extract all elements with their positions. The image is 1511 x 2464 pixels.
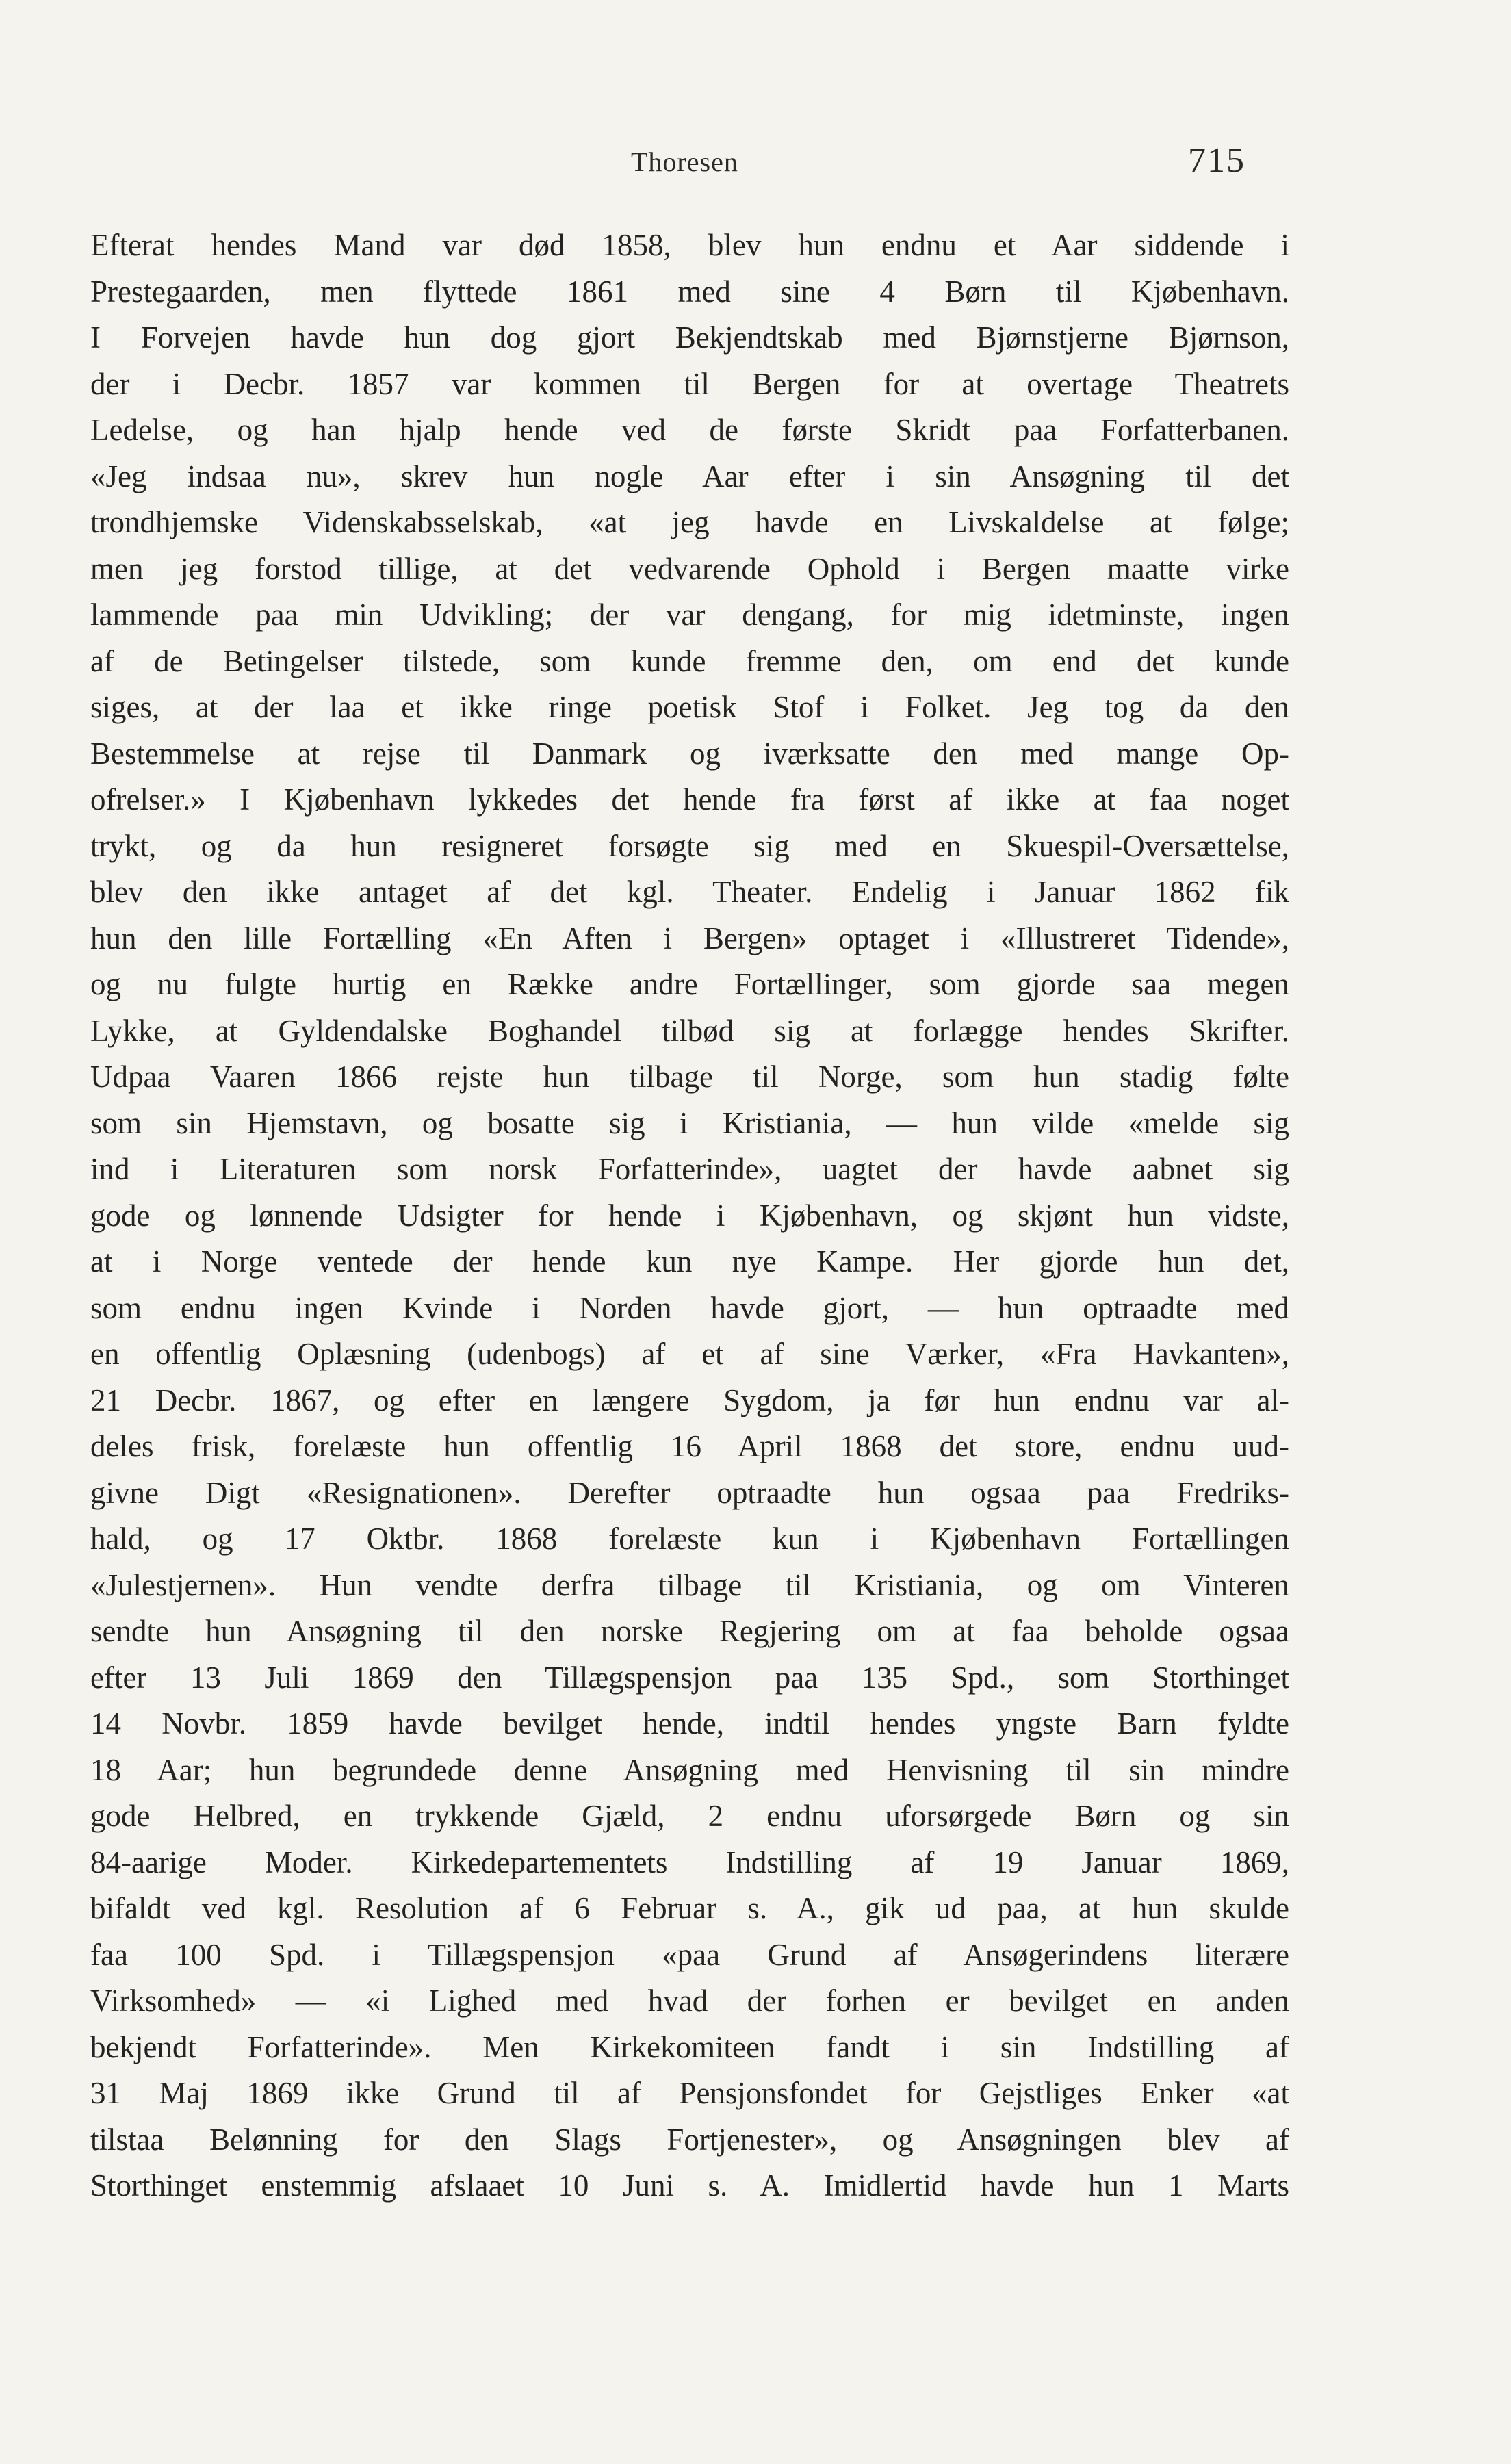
text-line: I Forvejen havde hun dog gjort Bekjendtskab med Bjørnstjerne Bjørnson, bbox=[90, 320, 1289, 355]
page-number: 715 bbox=[1188, 141, 1245, 180]
text-line: Efterat hendes Mand var død 1858, blev hun endnu et Aar siddende i bbox=[90, 228, 1289, 262]
text-line: Bestemmelse at rejse til Danmark og iværksatte den med mange Op- bbox=[90, 736, 1289, 771]
text-line: «Julestjernen». Hun vendte derfra tilbage til Kristiania, og om Vinteren bbox=[90, 1567, 1289, 1602]
text-line: der i Decbr. 1857 var kommen til Bergen for at overtage Theatrets bbox=[90, 366, 1289, 401]
text-line: som sin Hjemstavn, og bosatte sig i Kristiania, — hun vilde «melde sig bbox=[90, 1105, 1289, 1140]
text-line: som endnu ingen Kvinde i Norden havde gjort, — hun optraadte med bbox=[90, 1290, 1289, 1325]
text-line: men jeg forstod tillige, at det vedvarende Ophold i Bergen maatte virke bbox=[90, 551, 1289, 586]
text-line: hald, og 17 Oktbr. 1868 forelæste kun i Kjøbenhavn Fortællingen bbox=[90, 1522, 1289, 1556]
text-line: 18 Aar; hun begrundede denne Ansøgning med Henvisning til sin mindre bbox=[90, 1752, 1289, 1787]
text-line: faa 100 Spd. i Tillægspensjon «paa Grund af Ansøgerindens literære bbox=[90, 1937, 1289, 1972]
text-line: trondhjemske Videnskabsselskab, «at jeg havde en Livskaldelse at følge; bbox=[90, 505, 1289, 539]
text-line: Storthinget enstemmig afslaaet 10 Juni s. A. Imidlertid havde hun 1 Marts bbox=[90, 2168, 1289, 2203]
running-title: Thoresen bbox=[631, 146, 738, 177]
text-line: ind i Literaturen som norsk Forfatterinde», uagtet der havde aabnet sig bbox=[90, 1152, 1289, 1186]
text-line: gode Helbred, en trykkende Gjæld, 2 endnu uforsørgede Børn og sin bbox=[90, 1799, 1289, 1833]
text-line: lammende paa min Udvikling; der var dengang, for mig idetminste, ingen bbox=[90, 598, 1289, 632]
text-line: af de Betingelser tilstede, som kunde fremme den, om end det kunde bbox=[90, 643, 1289, 678]
text-line: Lykke, at Gyldendalske Boghandel tilbød sig at forlægge hendes Skrifter. bbox=[90, 1013, 1289, 1048]
text-line: givne Digt «Resignationen». Derefter optraadte hun ogsaa paa Fredriks- bbox=[90, 1475, 1289, 1510]
text-line: 84-aarige Moder. Kirkedepartementets Indstilling af 19 Januar 1869, bbox=[90, 1845, 1289, 1879]
text-line: en offentlig Oplæsning (udenbogs) af et af sine Værker, «Fra Havkanten», bbox=[90, 1337, 1289, 1371]
text-line: 21 Decbr. 1867, og efter en længere Sygdom, ja før hun endnu var al- bbox=[90, 1383, 1289, 1417]
text-line: at i Norge ventede der hende kun nye Kampe. Her gjorde hun det, bbox=[90, 1244, 1289, 1279]
text-line: trykt, og da hun resigneret forsøgte sig med en Skuespil-Oversættelse, bbox=[90, 828, 1289, 863]
text-line: bifaldt ved kgl. Resolution af 6 Februar s. A., gik ud paa, at hun skulde bbox=[90, 1891, 1289, 1925]
text-line: Udpaa Vaaren 1866 rejste hun tilbage til Norge, som hun stadig følte bbox=[90, 1060, 1289, 1094]
text-line: gode og lønnende Udsigter for hende i Kjøbenhavn, og skjønt hun vidste, bbox=[90, 1198, 1289, 1233]
text-line: «Jeg indsaa nu», skrev hun nogle Aar efter i sin Ansøgning til det bbox=[90, 459, 1289, 493]
text-line: Prestegaarden, men flyttede 1861 med sine 4 Børn til Kjøbenhavn. bbox=[90, 274, 1289, 309]
text-line: 31 Maj 1869 ikke Grund til af Pensjonsfondet for Gejstliges Enker «at bbox=[90, 2076, 1289, 2110]
text-line: Virksomhed» — «i Lighed med hvad der forhen er bevilget en anden bbox=[90, 1984, 1289, 2018]
text-line: hun den lille Fortælling «En Aften i Bergen» optaget i «Illustreret Tidende», bbox=[90, 921, 1289, 955]
text-line: efter 13 Juli 1869 den Tillægspensjon paa 135 Spd., som Storthinget bbox=[90, 1660, 1289, 1695]
running-head bbox=[0, 140, 1511, 188]
text-line: og nu fulgte hurtig en Række andre Fortællinger, som gjorde saa megen bbox=[90, 967, 1289, 1001]
text-line: Ledelse, og han hjalp hende ved de første Skridt paa Forfatterbanen. bbox=[90, 413, 1289, 447]
text-line: sendte hun Ansøgning til den norske Regjering om at faa beholde ogsaa bbox=[90, 1614, 1289, 1648]
text-line: tilstaa Belønning for den Slags Fortjenester», og Ansøgningen blev af bbox=[90, 2122, 1289, 2157]
text-line: ofrelser.» I Kjøbenhavn lykkedes det hende fra først af ikke at faa noget bbox=[90, 782, 1289, 817]
text-line: deles frisk, forelæste hun offentlig 16 April 1868 det store, endnu uud- bbox=[90, 1429, 1289, 1463]
text-line: 14 Novbr. 1859 havde bevilget hende, indtil hendes yngste Barn fyldte bbox=[90, 1706, 1289, 1741]
body-text bbox=[90, 222, 1289, 2209]
text-line: blev den ikke antaget af det kgl. Theater. Endelig i Januar 1862 fik bbox=[90, 875, 1289, 909]
text-line: bekjendt Forfatterinde». Men Kirkekomiteen fandt i sin Indstilling af bbox=[90, 2029, 1289, 2064]
text-line: siges, at der laa et ikke ringe poetisk Stof i Folket. Jeg tog da den bbox=[90, 690, 1289, 724]
